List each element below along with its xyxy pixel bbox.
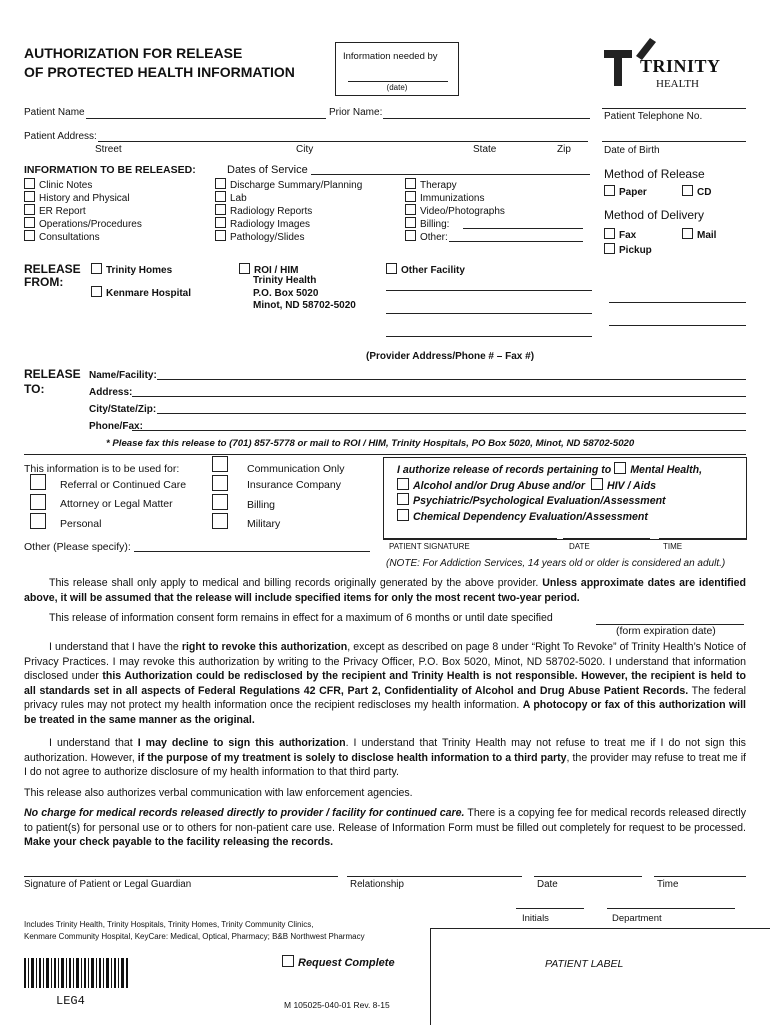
patient-label-area bbox=[430, 928, 770, 1025]
provider-address-note: (Provider Address/Phone # – Fax #) bbox=[366, 351, 535, 362]
other-specify-field[interactable] bbox=[134, 551, 370, 552]
addiction-note: (NOTE: For Addiction Services, 14 years old or older is considered an adult.) bbox=[386, 558, 726, 569]
checkbox-item[interactable]: Video/Photographs bbox=[405, 204, 505, 217]
paragraph-fees: No charge for medical records released directly to provider / facility for continued care. There is a copying fee for medical records released directly to patient(s) for personal use or to others for non-patient care use. Release of Information Form must be filled out completely for request to be processed. Make your check payable to the facility releasing the records. bbox=[24, 807, 746, 848]
other-field[interactable] bbox=[449, 241, 583, 242]
form-title-line1: AUTHORIZATION FOR RELEASE bbox=[24, 45, 243, 61]
info-needed-box: Information needed by (date) bbox=[335, 42, 459, 96]
paper-option[interactable]: Paper bbox=[604, 185, 647, 198]
delivery-field[interactable] bbox=[609, 325, 746, 326]
checkbox-item[interactable]: Radiology Images bbox=[215, 217, 362, 230]
chem-option[interactable]: Chemical Dependency Evaluation/Assessment bbox=[397, 509, 648, 523]
date-label: DATE bbox=[569, 542, 590, 551]
signature-date-field[interactable] bbox=[563, 538, 650, 539]
zip-label: Zip bbox=[557, 144, 571, 155]
checkbox-item[interactable]: Discharge Summary/Planning bbox=[215, 178, 362, 191]
patient-name-field[interactable] bbox=[86, 118, 326, 119]
checkbox-item[interactable]: Lab bbox=[215, 191, 362, 204]
info-col3 bbox=[405, 178, 505, 243]
includes-line1: Includes Trinity Health, Trinity Hospitals, Trinity Homes, Trinity Community Clinics, bbox=[24, 920, 314, 929]
trinity-homes-option[interactable]: Trinity Homes bbox=[91, 263, 172, 276]
phone-label: Patient Telephone No. bbox=[604, 111, 703, 122]
footer-time-label: Time bbox=[657, 879, 679, 890]
initials-label: Initials bbox=[522, 913, 549, 924]
phone-fax-label: Phone/Fax: bbox=[89, 421, 143, 432]
expiration-label: (form expiration date) bbox=[616, 625, 716, 637]
referral-checkbox[interactable] bbox=[30, 474, 46, 490]
phone-field[interactable] bbox=[602, 108, 746, 109]
psych-option[interactable]: Psychiatric/Psychological Evaluation/Assessment bbox=[397, 493, 666, 507]
department-field[interactable] bbox=[607, 908, 735, 909]
communication-label: Communication Only bbox=[247, 463, 345, 475]
footer-date-field[interactable] bbox=[534, 876, 642, 877]
release-from-label1: RELEASE bbox=[24, 262, 81, 276]
department-label: Department bbox=[612, 913, 662, 924]
address-label: Patient Address: bbox=[24, 131, 97, 142]
state-label: State bbox=[473, 144, 497, 155]
paragraph-verbal: This release also authorizes verbal communication with law enforcement agencies. bbox=[24, 787, 413, 799]
billing-label: Billing bbox=[247, 499, 276, 511]
dob-label: Date of Birth bbox=[604, 145, 660, 156]
method-release-label: Method of Release bbox=[604, 167, 705, 181]
city-state-zip-field[interactable] bbox=[157, 413, 746, 414]
military-checkbox[interactable] bbox=[212, 513, 228, 529]
patient-name-label: Patient Name bbox=[24, 107, 85, 118]
fax-option[interactable]: Fax bbox=[604, 228, 636, 241]
roi-option[interactable]: ROI / HIM bbox=[239, 263, 298, 276]
checkbox-item[interactable]: Immunizations bbox=[405, 191, 505, 204]
paragraph-scope: This release shall only apply to medical and billing records originally generated by the above provider. Unless approximate dates are identified above, it will be assumed that the release will include specified items for only the most recent two-year period. bbox=[24, 577, 747, 604]
street-label: Street bbox=[95, 144, 122, 155]
dates-of-service-label: Dates of Service bbox=[227, 164, 308, 176]
roi-address: Trinity Health P.O. Box 5020 Minot, ND 58702-5020 bbox=[253, 275, 356, 311]
insurance-checkbox[interactable] bbox=[212, 475, 228, 491]
personal-label: Personal bbox=[60, 518, 102, 530]
initials-field[interactable] bbox=[516, 908, 584, 909]
other-facility-option[interactable]: Other Facility bbox=[386, 263, 465, 276]
insurance-label: Insurance Company bbox=[247, 479, 341, 491]
city-state-zip-label: City/State/Zip: bbox=[89, 404, 157, 415]
checkbox-item[interactable]: Consultations bbox=[24, 230, 142, 243]
address-field[interactable] bbox=[98, 141, 588, 142]
patient-signature-label: PATIENT SIGNATURE bbox=[389, 542, 470, 551]
billing-checkbox[interactable] bbox=[212, 494, 228, 510]
personal-checkbox[interactable] bbox=[30, 513, 46, 529]
name-facility-label: Name/Facility: bbox=[89, 370, 157, 381]
form-title-line2: OF PROTECTED HEALTH INFORMATION bbox=[24, 64, 295, 80]
kenmare-option[interactable]: Kenmare Hospital bbox=[91, 286, 191, 299]
hiv-checkbox[interactable] bbox=[591, 478, 603, 490]
form-number: M 105025-040-01 Rev. 8-15 bbox=[284, 1000, 390, 1010]
prior-name-label: Prior Name: bbox=[329, 107, 383, 118]
checkbox-item[interactable]: History and Physical bbox=[24, 191, 142, 204]
sensitive-intro: I authorize release of records pertaining to Mental Health, bbox=[397, 464, 703, 476]
name-facility-field[interactable] bbox=[157, 379, 746, 380]
other-specify-label: Other (Please specify): bbox=[24, 541, 131, 553]
checkbox-item[interactable]: Radiology Reports bbox=[215, 204, 362, 217]
section-divider bbox=[24, 454, 746, 455]
prior-name-field[interactable] bbox=[383, 118, 590, 119]
city-label: City bbox=[296, 144, 314, 155]
use-heading: This information is to be used for: bbox=[24, 463, 180, 475]
dob-field[interactable] bbox=[602, 141, 746, 142]
method-delivery-label: Method of Delivery bbox=[604, 208, 705, 222]
includes-line2: Kenmare Community Hospital, KeyCare: Medical, Optical, Pharmacy; B&B Northwest Pharmacy bbox=[24, 932, 365, 941]
checkbox-item[interactable]: Therapy bbox=[405, 178, 505, 191]
checkbox-item[interactable]: Billing: bbox=[405, 217, 505, 230]
military-label: Military bbox=[247, 518, 281, 530]
mail-option[interactable]: Mail bbox=[682, 228, 716, 241]
cd-option[interactable]: CD bbox=[682, 185, 711, 198]
phone-fax-field[interactable] bbox=[132, 430, 746, 431]
referral-label: Referral or Continued Care bbox=[60, 479, 187, 491]
delivery-field[interactable] bbox=[609, 302, 746, 303]
other-facility-field[interactable] bbox=[386, 313, 592, 314]
time-label: TIME bbox=[663, 542, 683, 551]
checkbox-item[interactable]: Operations/Procedures bbox=[24, 217, 142, 230]
checkbox-item[interactable]: Clinic Notes bbox=[24, 178, 142, 191]
other-facility-field[interactable] bbox=[386, 336, 592, 337]
release-to-label1: RELEASE bbox=[24, 367, 81, 381]
trinity-health-logo: TRINITY HEALTH bbox=[600, 36, 730, 96]
paragraph-revoke: I understand that I have the right to revoke this authorization, except as described on page 8 under “Right To Revoke” of Trinity Health’s Notice of Privacy Practices. I may revoke this authorization by writing to the Privacy Officer, P.O. Box 5020, Minot, ND 58702-5020. I understand that information disclosed under this Authorization could be redisclosed by the recipient and Trinity Health is not responsible. However, the recipient is held to all standards set in all aspects of Federal Regulations 42 CFR, Part 2, Confidentiality of Alcohol and Drug Abuse Patient Records. The federal privacy rules may not protect my health information once the recipient rediscloses my health information. A photocopy or fax of this authorization will be treated in the same manner as the original. bbox=[24, 641, 746, 726]
address-to-label: Address: bbox=[89, 387, 133, 398]
communication-checkbox[interactable] bbox=[212, 456, 228, 472]
paragraph-expiration: This release of information consent form remains in effect for a maximum of 6 months or until date specified bbox=[49, 612, 553, 624]
alcohol-option[interactable]: Alcohol and/or Drug Abuse and/or HIV / Aids bbox=[397, 478, 656, 492]
checkbox-item[interactable]: Other: bbox=[405, 230, 505, 243]
attorney-label: Attorney or Legal Matter bbox=[60, 498, 173, 510]
fax-instruction-note: * Please fax this release to (701) 857-5778 or mail to ROI / HIM, Trinity Hospitals, PO Box 5020, Minot, ND 58702-5020 bbox=[106, 438, 635, 449]
barcode-text: LEG4 bbox=[56, 994, 85, 1008]
footer-time-field[interactable] bbox=[654, 876, 746, 877]
info-col2 bbox=[215, 178, 362, 243]
patient-label-text: PATIENT LABEL bbox=[545, 958, 624, 970]
patient-signature-field[interactable] bbox=[383, 538, 557, 539]
info-col1 bbox=[24, 178, 142, 243]
billing-field[interactable] bbox=[463, 228, 583, 229]
relationship-field[interactable] bbox=[347, 876, 522, 877]
signature-time-field[interactable] bbox=[659, 538, 746, 539]
release-to-label2: TO: bbox=[24, 382, 45, 396]
attorney-checkbox[interactable] bbox=[30, 494, 46, 510]
footer-date-label: Date bbox=[537, 879, 558, 890]
paragraph-decline: I understand that I may decline to sign this authorization. I understand that Trinity Health may not refuse to treat me if I do not sign this authorization. However, if the purpose of my treatment is solely to disclose health information to a third party, the provider may refuse to treat me if I do not agree to authorize disclosure of my health information to that third party. bbox=[24, 737, 746, 778]
request-complete-option[interactable]: Request Complete bbox=[282, 955, 395, 969]
address-to-field[interactable] bbox=[132, 396, 746, 397]
checkbox-item[interactable]: Pathology/Slides bbox=[215, 230, 362, 243]
mental-health-checkbox[interactable] bbox=[614, 462, 626, 474]
release-from-label2: FROM: bbox=[24, 275, 64, 289]
guardian-signature-label: Signature of Patient or Legal Guardian bbox=[24, 879, 192, 890]
other-facility-field[interactable] bbox=[386, 290, 592, 291]
checkbox-item[interactable]: ER Report bbox=[24, 204, 142, 217]
relationship-label: Relationship bbox=[350, 879, 404, 890]
dates-of-service-field[interactable] bbox=[311, 174, 590, 175]
guardian-signature-field[interactable] bbox=[24, 876, 338, 877]
barcode-image bbox=[24, 958, 128, 988]
sensitive-records-box bbox=[383, 457, 747, 540]
pickup-option[interactable]: Pickup bbox=[604, 243, 652, 256]
info-heading: INFORMATION TO BE RELEASED: bbox=[24, 164, 196, 176]
